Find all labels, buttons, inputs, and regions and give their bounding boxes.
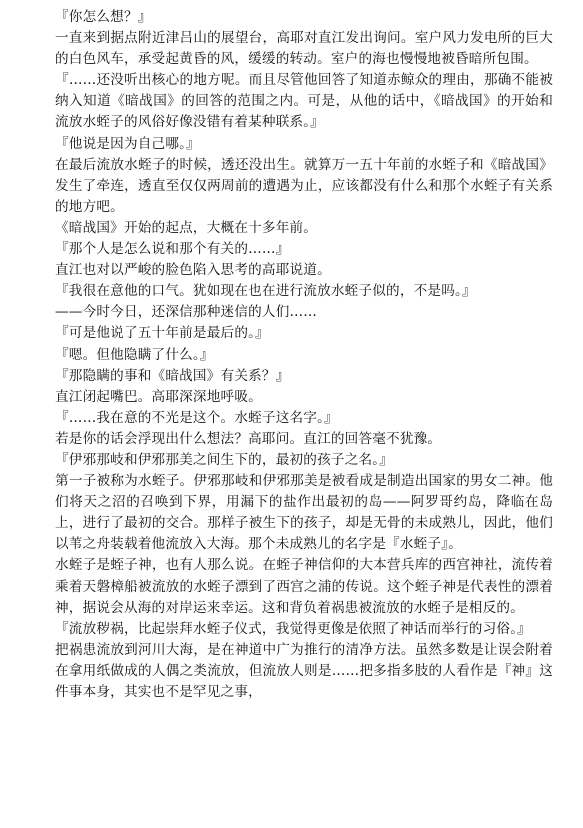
paragraph: 《暗战国》开始的起点，大概在十多年前。 [55,219,318,236]
paragraph: 『流放秽祸，比起崇拜水蛭子仪式，我觉得更像是依照了神话而举行的习俗。』 [55,620,531,637]
paragraph: 直江也对以严峻的脸色陷入思考的高耶说道。 [55,262,331,279]
paragraph: 『他说是因为自己哪。』 [55,135,200,152]
paragraph: 『嗯。但他隐瞒了什么。』 [55,346,214,363]
paragraph: 直江闭起嘴巴。高耶深深地呼吸。 [55,388,262,405]
paragraph: 第一子被称为水蛭子。伊邪那岐和伊邪那美是被看成是制造出国家的男女二神。他们将天之沼的召唤到下界，用漏下的盐作出最初的岛——阿罗哥约岛，降临在岛上，进行了最初的交合。那样子被生下的孩子，却是无骨的未成熟儿，因此，他们以苇之舟装载着他流放入大海。那个未成熟儿的名字是『水蛭子』。 [55,473,553,553]
paragraph: 『……还没听出核心的地方呢。而且尽管他回答了知道赤鲸众的理由，那确不能被纳入知道《暗战国》的回答的范围之内。可是，从他的话中，《暗战国》的开始和流放水蛭子的风俗好像没错有着某种联系。』 [55,72,553,131]
paragraph: 若是你的话会浮现出什么想法？高耶问。直江的回答毫不犹豫。 [55,430,442,447]
paragraph: 『伊邪那岐和伊邪那美之间生下的，最初的孩子之名。』 [55,451,394,468]
paragraph: 把祸患流放到河川大海，是在神道中广为推行的清净方法。虽然多数是让误会附着在拿用纸做成的人偶之类流放，但流放人则是……把多指多肢的人看作是『神』这件事本身，其实也不是罕见之事， [55,641,553,700]
paragraph: 一直来到据点附近津吕山的展望台，高耶对直江发出询问。室户风力发电所的巨大的白色风车，承受起黄昏的风，缓缓的转动。室户的海也慢慢地被昏暗所包围。 [55,30,553,68]
paragraph: 水蛭子是蛭子神，也有人那么说。在蛭子神信仰的大本营兵库的西宫神社，流传着乘着天磐樟船被流放的水蛭子漂到了西宫之浦的传说。这个蛭子神是代表性的漂着神，据说会从海的对岸运来幸运。这和背负着祸患被流放的水蛭子是相反的。 [55,557,553,616]
paragraph: 在最后流放水蛭子的时候，透还没出生。就算万一五十年前的水蛭子和《暗战国》发生了牵连，透直至仅仅两周前的遭遇为止，应该都没有什么和那个水蛭子有关系的地方吧。 [55,156,553,215]
paragraph: 『可是他说了五十年前是最后的。』 [55,325,269,342]
paragraph: 『你怎么想？』 [55,9,152,25]
paragraph: ——今时今日，还深信那种迷信的人们…… [55,304,318,321]
paragraph: 『……我在意的不光是这个。水蛭子这名字。』 [55,409,338,426]
paragraph: 『我很在意他的口气。犹如现在也在进行流放水蛭子似的，不是吗。』 [55,283,476,300]
paragraph: 『那隐瞒的事和《暗战国》有关系？』 [55,367,290,384]
paragraph: 『那个人是怎么说和那个有关的……』 [55,241,290,258]
